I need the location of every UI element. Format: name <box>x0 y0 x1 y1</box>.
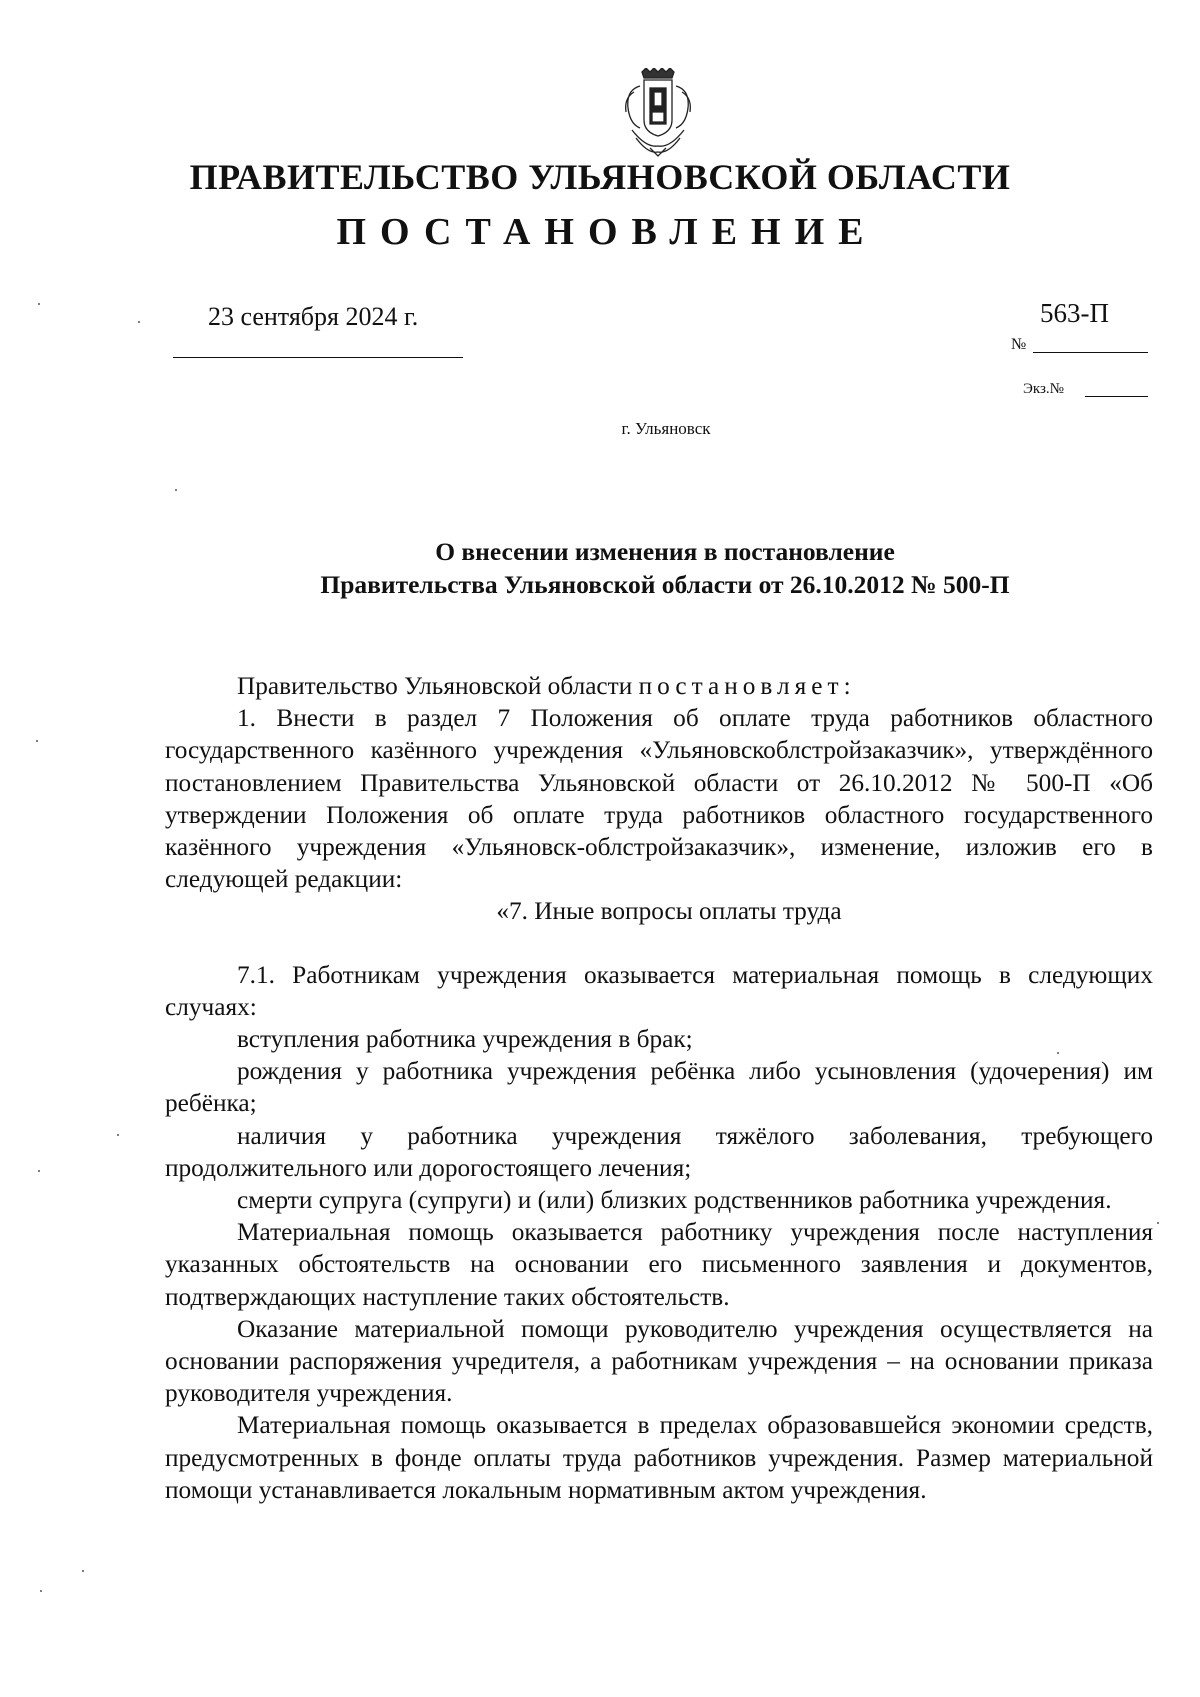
scan-speck <box>36 740 38 742</box>
case-death: смерти супруга (супруги) и (или) близких родственников работника учреждения. <box>237 1186 1112 1215</box>
intro-verb: постановляет <box>638 672 844 700</box>
paragraph-head: Оказание материальной помощи руководителю учреждения осуществляется на основании распоряжения учредителя, а работникам учреждения – на основании приказа руководителя учреждения. <box>165 1314 1153 1408</box>
scan-speck <box>175 489 177 491</box>
scan-speck <box>117 1134 119 1136</box>
title-line-1: О внесении изменения в постановление <box>435 537 895 566</box>
paragraph-basis: Материальная помощь оказывается работнику учреждения после наступления указанных обстоятельств на основании его письменного заявления и документов, подтверждающих наступление таких обстоятельств. <box>165 1218 1153 1311</box>
paragraph-limits: Материальная помощь оказывается в пределах образовавшейся экономии средств, предусмотренных в фонде оплаты труда работников учреждения. Размер материальной помощи устанавливается локальным нормативным актом учреждения. <box>165 1411 1153 1504</box>
city-name: г. Ульяновск <box>621 419 711 438</box>
copy-number-label: Экз.№ <box>1023 381 1064 397</box>
document-date: 23 сентября 2024 г. <box>208 302 419 331</box>
paragraph-1: 1. Внести в раздел 7 Положения об оплате труда работников областного государственного казённого учреждения «Ульяновскоблстройзаказчик», утверждённого постановлением Правительства Ульяновской области от 26.10.2012 № 500-П «Об утверждении Положения об оплате труда работников областного государственного казённого учреждения «Ульяновск-облстройзаказчик», изменение, изложив его в следующей редакции: <box>165 704 1153 894</box>
number-label: № <box>1011 336 1027 353</box>
document-body <box>165 670 1153 1506</box>
intro-paragraph <box>165 670 1153 702</box>
intro-suffix: : <box>843 672 851 700</box>
scan-speck <box>38 1170 40 1172</box>
document-number: 563-П <box>1040 298 1109 328</box>
scan-speck <box>138 321 140 323</box>
case-marriage: вступления работника учреждения в брак; <box>237 1025 693 1054</box>
case-illness: наличия у работника учреждения тяжёлого заболевания, требующего продолжительного или дорогостоящего лечения; <box>165 1121 1153 1182</box>
date-underline <box>173 357 463 358</box>
scan-speck <box>82 1570 84 1572</box>
paragraph-7-1: 7.1. Работникам учреждения оказывается материальная помощь в следующих случаях: <box>165 960 1153 1021</box>
scan-speck <box>40 1590 42 1592</box>
scan-speck <box>38 303 40 305</box>
scan-speck <box>1157 1222 1159 1224</box>
section-heading: «7. Иные вопросы оплаты труда <box>496 897 842 926</box>
number-underline <box>1033 352 1148 353</box>
title-line-2: Правительства Ульяновской области от 26.10.2012 № 500-П <box>320 570 1010 599</box>
copy-number-underline <box>1085 396 1148 397</box>
document-type-title: ПОСТАНОВЛЕНИЕ <box>336 211 878 253</box>
coat-of-arms-emblem <box>620 68 696 158</box>
scan-speck <box>1057 1052 1059 1054</box>
government-name: ПРАВИТЕЛЬСТВО УЛЬЯНОВСКОЙ ОБЛАСТИ <box>189 157 1011 197</box>
intro-prefix: Правительство Ульяновской области <box>237 672 639 700</box>
document-subject-title <box>165 535 1165 601</box>
case-birth: рождения у работника учреждения ребёнка либо усыновления (удочерения) им ребёнка; <box>165 1057 1153 1118</box>
